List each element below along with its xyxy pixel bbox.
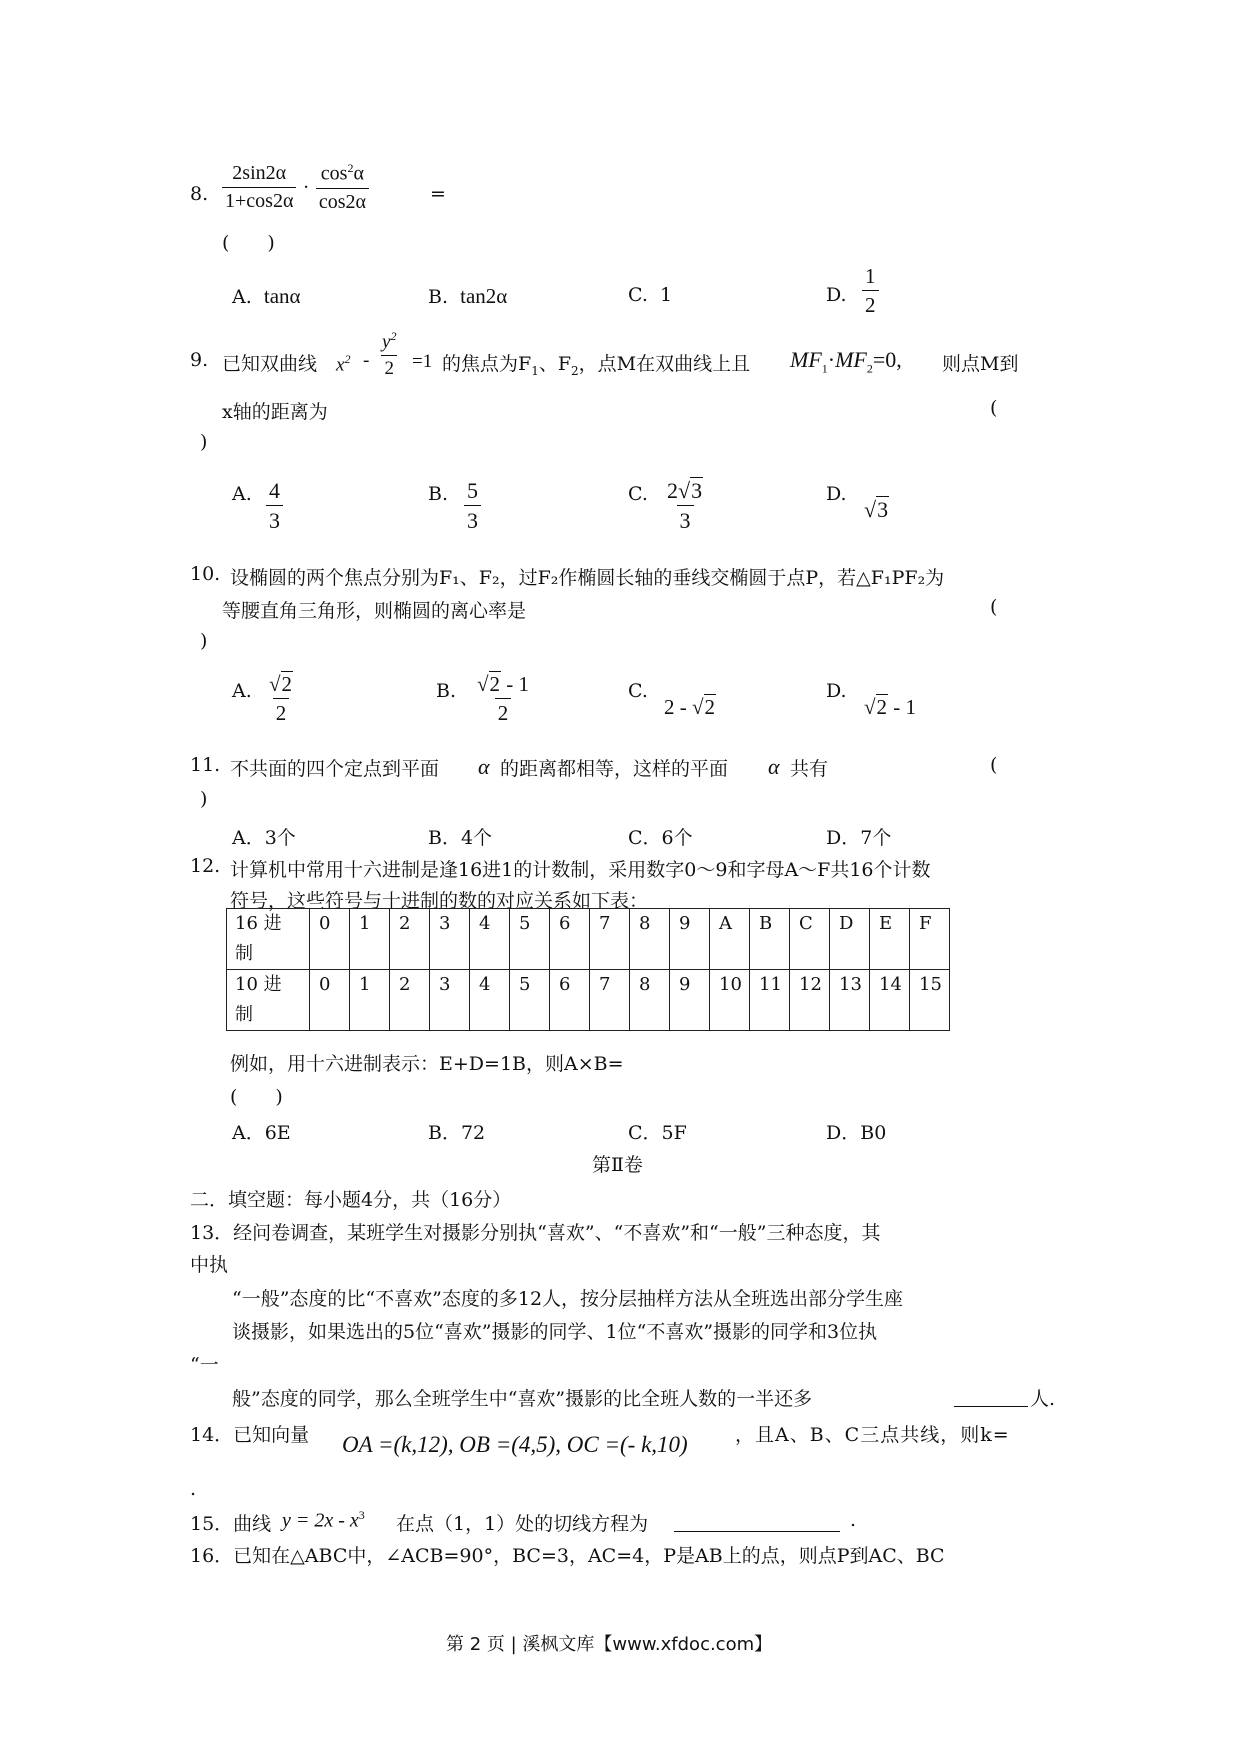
option-a-fraction: $\frac{4}{3}$ xyxy=(266,478,283,534)
fraction-expression: $\frac{2\sin 2\alpha}{1+\cos 2\alpha}$ · $\frac{\cos^2\alpha}{\cos 2\alpha}$ xyxy=(222,162,369,214)
option-d: D．B0 xyxy=(826,1122,887,1144)
option-b: B. xyxy=(436,680,457,702)
option-c: C. xyxy=(628,680,648,702)
option-a: A. xyxy=(232,483,252,505)
option-c-fraction: $\frac{2√3}{3}$ xyxy=(667,478,703,534)
math-y-fraction: $\frac{y^2}{2}$ xyxy=(382,329,397,380)
option-b: B. tan2α xyxy=(428,284,508,308)
equals-sign: = xyxy=(430,183,446,205)
option-b-fraction: $\frac{5}{3}$ xyxy=(464,478,481,534)
answer-paren-left: ( xyxy=(990,596,998,618)
answer-paren: ( ) xyxy=(222,232,275,254)
option-a-fraction: $\frac{√2}{2}$ xyxy=(269,672,293,726)
option-b: B．72 xyxy=(428,1122,486,1144)
answer-paren-right: ) xyxy=(200,431,208,453)
curve-expression: $y = 2x - x^3$ xyxy=(282,1508,365,1532)
option-d: D．7个 xyxy=(826,827,892,849)
option-b-fraction: $\frac{√2 - 1}{2}$ xyxy=(477,672,530,726)
section-heading: 二．填空题：每小题4分，共（16分） xyxy=(190,1189,512,1211)
question-number: 9. xyxy=(190,349,209,371)
answer-blank xyxy=(674,1531,840,1532)
table-row-header: 16 进 制 xyxy=(227,909,310,970)
part-2-title: 第Ⅱ卷 xyxy=(592,1154,643,1176)
answer-paren-right: ) xyxy=(200,788,208,810)
option-c: C. xyxy=(628,483,648,505)
option-a: A．3个 xyxy=(232,827,296,849)
math-x-squared: $x^2$ xyxy=(336,352,351,376)
option-d: D. xyxy=(826,483,847,505)
table-row: 10 进 制 0 1 2 3 4 5 6 7 8 9 10 11 12 13 14 15 xyxy=(227,970,950,1031)
math-vector-product: $MF_1\cdot MF_2=0$, xyxy=(790,347,902,376)
option-c: C. 1 xyxy=(628,284,673,306)
hex-decimal-table xyxy=(226,908,950,1031)
option-d: D. xyxy=(826,284,847,306)
option-a: A. tanα xyxy=(232,284,301,308)
option-a: A．6E xyxy=(232,1122,291,1144)
option-a: A. xyxy=(232,680,252,702)
question-number: 8. xyxy=(190,183,209,205)
option-c-expr: 2 - √2 xyxy=(664,695,716,719)
option-d-fraction: $\frac{1}{2}$ xyxy=(862,264,879,317)
option-c: C．5F xyxy=(628,1122,687,1144)
answer-paren-left: ( xyxy=(990,754,998,776)
answer-paren: ( ) xyxy=(230,1086,283,1108)
option-d: D. xyxy=(826,680,847,702)
option-d-radical: √3 xyxy=(864,497,889,522)
option-c: C．6个 xyxy=(628,827,693,849)
answer-paren-right: ) xyxy=(200,630,208,652)
answer-blank xyxy=(954,1406,1028,1407)
table-row: 16 进 制 0 1 2 3 4 5 6 7 8 9 A B C D E F xyxy=(227,909,950,970)
option-d-expr: √2 - 1 xyxy=(864,695,917,719)
table-row-header: 10 进 制 xyxy=(227,970,310,1031)
option-b: B. xyxy=(428,483,449,505)
answer-paren-left: ( xyxy=(990,397,998,419)
page-footer: 第 2 页 | 溪枫文库【www.xfdoc.com】 xyxy=(446,1634,773,1655)
option-b: B．4个 xyxy=(428,827,493,849)
vector-expression: OA =(k,12), OB =(4,5), OC =(- k,10) xyxy=(342,1432,688,1457)
